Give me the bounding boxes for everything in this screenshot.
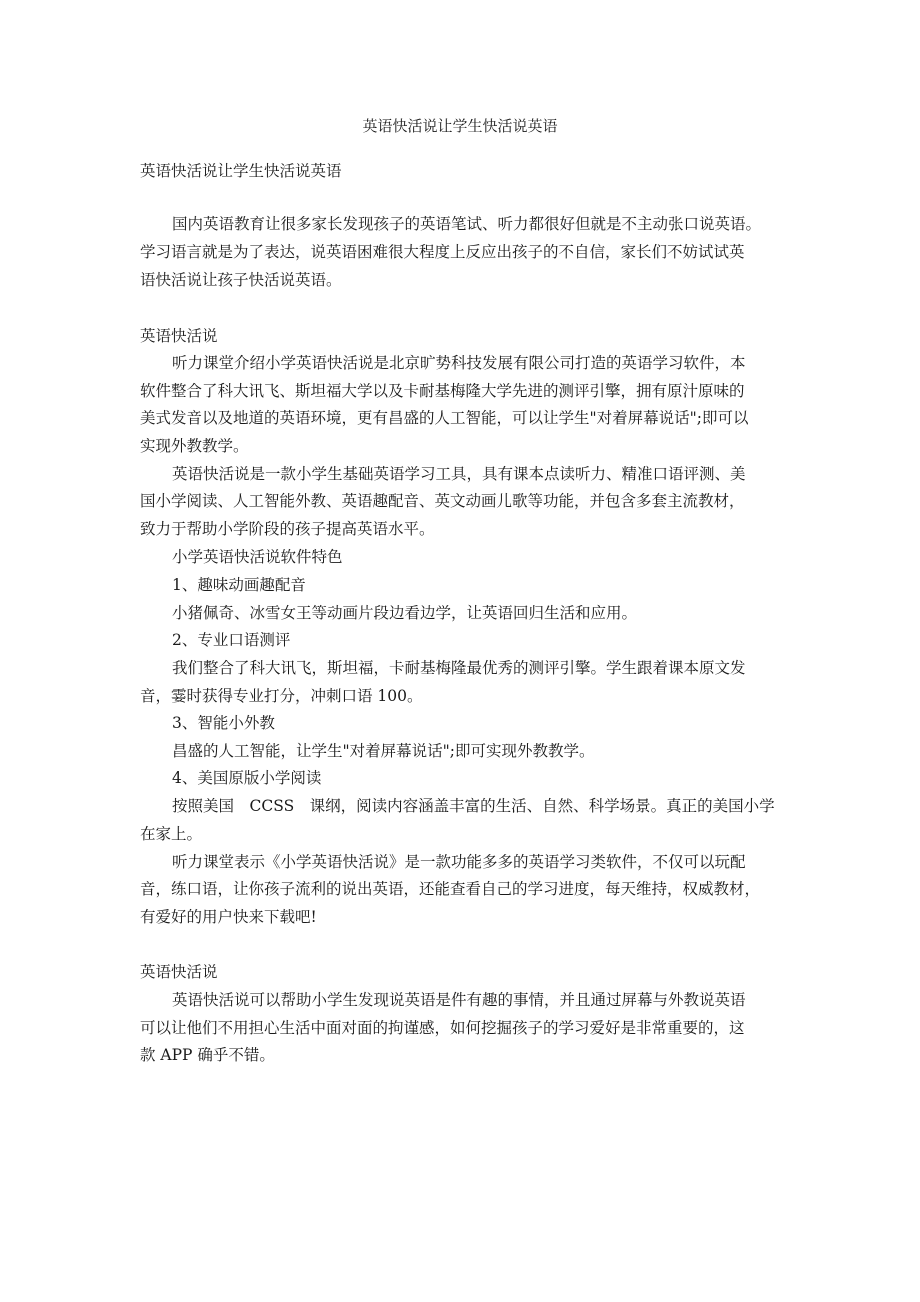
paragraph-line: 听力课堂介绍小学英语快活说是北京旷势科技发展有限公司打造的英语学习软件，本 xyxy=(172,354,746,372)
paragraph-line: 英语快活说可以帮助小学生发现说英语是件有趣的事情，并且通过屏幕与外教说英语 xyxy=(172,991,746,1009)
paragraph-line: 国小学阅读、人工智能外教、英语趣配音、英文动画儿歌等功能，并包含多套主流教材， xyxy=(140,492,745,510)
paragraph-line: 可以让他们不用担心生活中面对面的拘谨感，如何挖掘孩子的学习爱好是非常重要的，这 xyxy=(140,1019,745,1037)
feature-text: 在家上。 xyxy=(140,825,203,843)
paragraph-line: 英语快活说是一款小学生基础英语学习工具，具有课本点读听力、精准口语评测、美 xyxy=(172,465,746,483)
intro-line: 语快活说让孩子快活说英语。 xyxy=(140,271,342,289)
paragraph-line: 有爱好的用户快来下载吧! xyxy=(140,908,317,926)
paragraph-line: 款 APP 确乎不错。 xyxy=(140,1046,275,1064)
intro-line: 国内英语教育让很多家长发现孩子的英语笔试、听力都很好但就是不主动张口说英语。 xyxy=(172,215,762,233)
feature-text: 按照美国 CCSS 课纲，阅读内容涵盖丰富的生活、自然、科学场景。真正的美国小学 xyxy=(172,797,775,815)
feature-title: 2、专业口语测评 xyxy=(172,631,291,649)
feature-title: 3、智能小外教 xyxy=(172,714,275,732)
paragraph-line: 实现外教教学。 xyxy=(140,437,249,455)
feature-text: 小猪佩奇、冰雪女王等动画片段边看边学，让英语回归生活和应用。 xyxy=(172,604,638,622)
feature-title: 1、趣味动画趣配音 xyxy=(172,576,306,594)
paragraph-line: 软件整合了科大讯飞、斯坦福大学以及卡耐基梅隆大学先进的测评引擎，拥有原汁原味的 xyxy=(140,382,745,400)
features-title: 小学英语快活说软件特色 xyxy=(172,548,343,566)
subtitle: 英语快活说让学生快活说英语 xyxy=(140,162,342,180)
feature-text: 昌盛的人工智能，让学生"对着屏幕说话";即可实现外教教学。 xyxy=(172,742,595,760)
document-title: 英语快活说让学生快活说英语 xyxy=(362,117,558,135)
section-heading: 英语快活说 xyxy=(140,327,218,345)
feature-title: 4、美国原版小学阅读 xyxy=(172,769,322,787)
section-heading: 英语快活说 xyxy=(140,963,218,981)
paragraph-line: 音，练口语，让你孩子流利的说出英语，还能查看自己的学习进度，每天维持，权威教材， xyxy=(140,880,761,898)
paragraph-line: 致力于帮助小学阶段的孩子提高英语水平。 xyxy=(140,520,435,538)
feature-text: 我们整合了科大讯飞，斯坦福，卡耐基梅隆最优秀的测评引擎。学生跟着课本原文发 xyxy=(172,659,746,677)
paragraph-line: 美式发音以及地道的英语环境，更有昌盛的人工智能，可以让学生"对着屏幕说话";即可以 xyxy=(140,409,749,427)
intro-line: 学习语言就是为了表达，说英语困难很大程度上反应出孩子的不自信，家长们不妨试试英 xyxy=(140,243,745,261)
paragraph-line: 听力课堂表示《小学英语快活说》是一款功能多多的英语学习类软件，不仅可以玩配 xyxy=(172,853,746,871)
feature-text: 音，霎时获得专业打分，冲刺口语 100。 xyxy=(140,687,423,705)
